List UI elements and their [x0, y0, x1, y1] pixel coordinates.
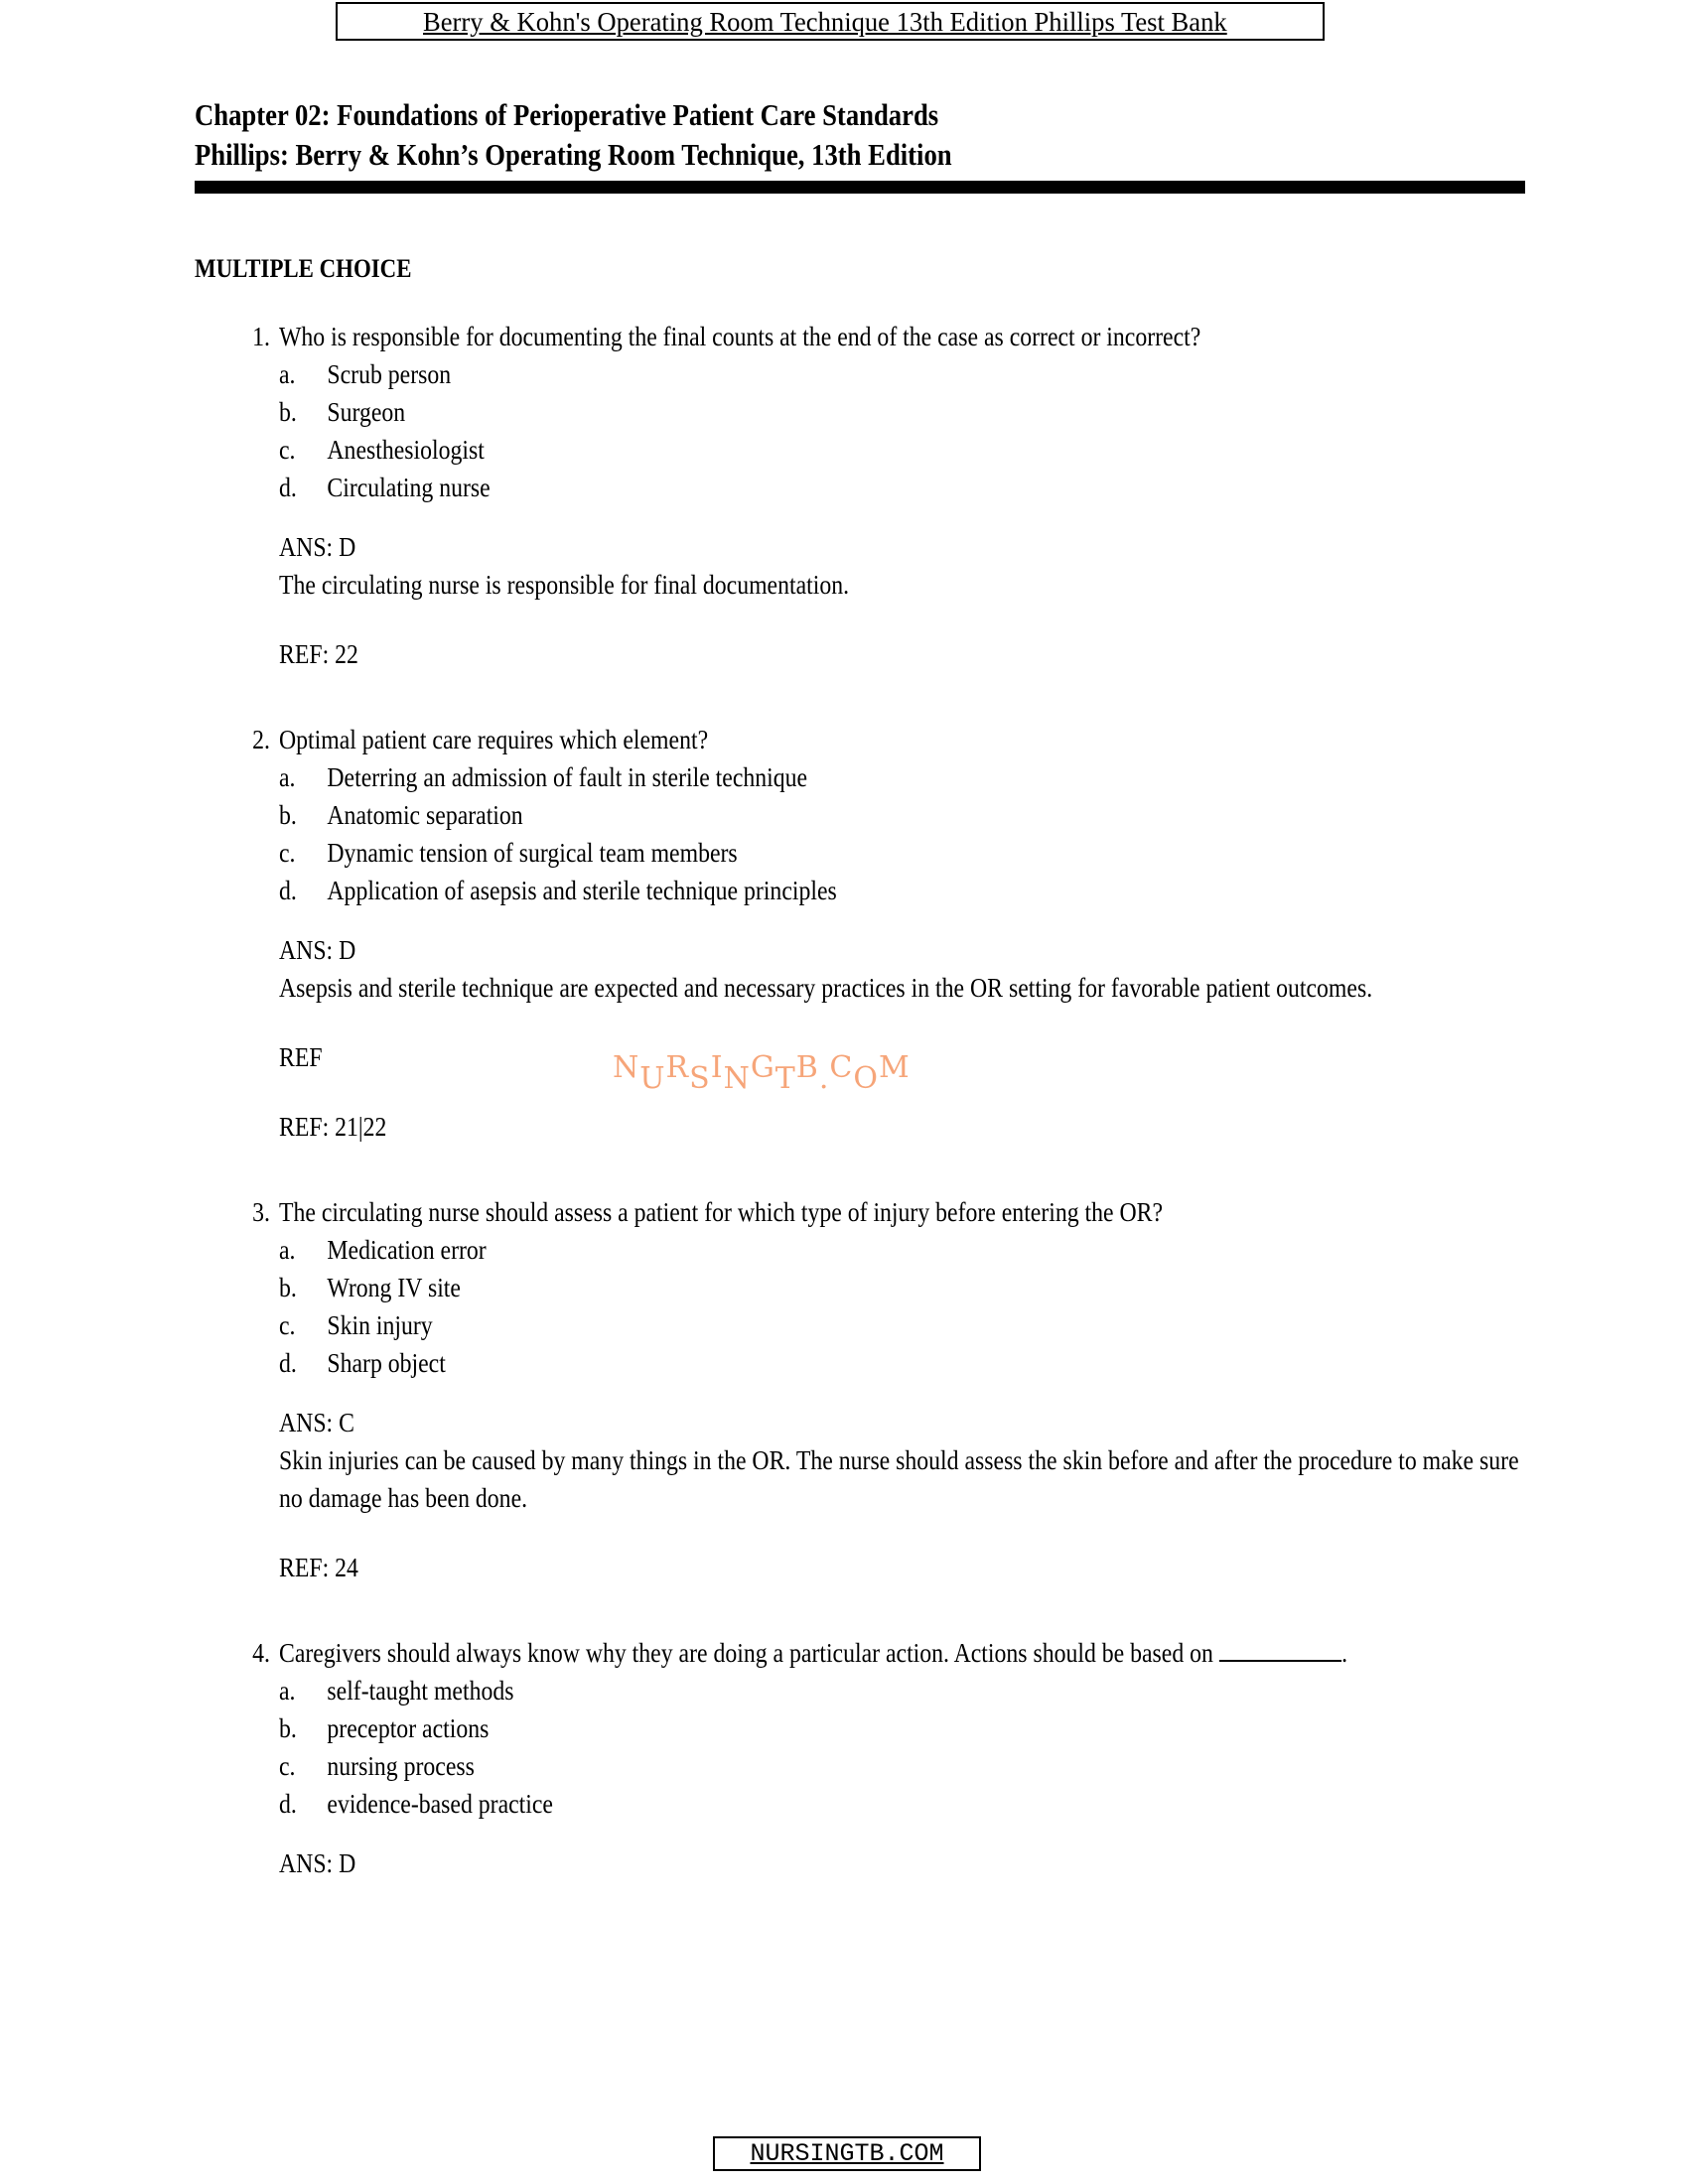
option-letter: d.	[279, 1789, 297, 1819]
question-item	[195, 1634, 1545, 1882]
watermark-char: I	[710, 1050, 724, 1085]
option-item[interactable]	[279, 1306, 1593, 1344]
question-text: Optimal patient care requires which element?	[279, 725, 709, 754]
option-label: Sharp object	[327, 1348, 446, 1378]
question-spacer	[195, 1146, 1545, 1193]
option-item[interactable]	[279, 1709, 1593, 1747]
option-letter: a.	[279, 762, 296, 792]
question-text-before-blank: Caregivers should always know why they are doing a particular action. Actions should be based on	[279, 1638, 1219, 1668]
question-spacer	[195, 1586, 1545, 1634]
option-label: Scrub person	[327, 359, 452, 389]
question-number: 3.	[252, 1197, 270, 1227]
option-label: self-taught methods	[327, 1676, 514, 1706]
option-list	[195, 1231, 1545, 1382]
option-item[interactable]	[279, 834, 1593, 872]
question-header	[195, 1634, 1545, 1672]
footer-site-stamp	[713, 2136, 981, 2171]
chapter-title-line: Chapter 02: Foundations of Perioperative Patient Care Standards	[195, 97, 939, 132]
question-item	[195, 1193, 1545, 1586]
answer-line: ANS: C	[279, 1408, 354, 1437]
option-letter: b.	[279, 1713, 297, 1743]
option-label: Circulating nurse	[327, 473, 491, 502]
question-number: 1.	[252, 322, 270, 351]
watermark-char: N	[723, 1061, 751, 1096]
option-label: Application of asepsis and sterile technique principles	[327, 876, 837, 905]
question-list	[195, 318, 1545, 1882]
option-letter: d.	[279, 876, 297, 905]
option-list	[195, 758, 1545, 909]
option-letter: c.	[279, 435, 296, 465]
option-item[interactable]	[279, 431, 1593, 469]
question-text-after-blank: .	[1341, 1638, 1348, 1668]
header-source-stamp	[336, 2, 1325, 41]
heading-divider-rule	[195, 181, 1525, 194]
watermark-char: M	[878, 1050, 911, 1085]
option-item[interactable]	[279, 1672, 1593, 1709]
option-item[interactable]	[279, 1269, 1593, 1306]
watermark-char: O	[853, 1061, 879, 1096]
option-label: nursing process	[327, 1751, 475, 1781]
question-header	[195, 1193, 1545, 1231]
watermark-char: B	[795, 1050, 819, 1085]
option-item[interactable]	[279, 1785, 1593, 1823]
option-list	[195, 1672, 1545, 1823]
reference-line: REF: 21|22	[279, 1112, 387, 1142]
question-text: The circulating nurse should assess a patient for which type of injury before entering the OR?	[279, 1197, 1164, 1227]
option-letter: c.	[279, 838, 296, 868]
question-number: 2.	[252, 725, 270, 754]
option-label: Skin injury	[327, 1310, 433, 1340]
answer-block	[195, 931, 1545, 1146]
answer-explanation: Asepsis and sterile technique are expected and necessary practices in the OR setting for favorable patient outcomes.	[279, 973, 1373, 1003]
option-letter: a.	[279, 1235, 296, 1265]
option-letter: b.	[279, 800, 297, 830]
answer-block	[195, 528, 1545, 673]
header-source-stamp-text: Berry & Kohn's Operating Room Technique 13th Edition Phillips Test Bank	[422, 7, 1227, 37]
option-letter: a.	[279, 359, 296, 389]
watermark-char: .	[818, 1061, 830, 1096]
option-item[interactable]	[279, 1344, 1593, 1382]
reference-label: REF	[279, 1042, 323, 1072]
option-letter: c.	[279, 1751, 296, 1781]
question-number: 4.	[252, 1638, 270, 1668]
option-label: Dynamic tension of surgical team members	[327, 838, 738, 868]
question-text: Who is responsible for documenting the final counts at the end of the case as correct or incorrect?	[279, 322, 1201, 351]
question-item	[195, 318, 1545, 673]
watermark-char: G	[750, 1050, 775, 1085]
reference-line: REF: 22	[279, 639, 358, 669]
option-label: Anesthesiologist	[327, 435, 485, 465]
option-item[interactable]	[279, 393, 1593, 431]
question-text	[279, 1634, 1545, 1672]
answer-block	[195, 1844, 1545, 1882]
option-item[interactable]	[279, 1231, 1593, 1269]
option-letter: d.	[279, 473, 297, 502]
option-item[interactable]	[279, 758, 1593, 796]
watermark-char: C	[829, 1050, 854, 1085]
answer-explanation: Skin injuries can be caused by many things in the OR. The nurse should assess the skin before and after the procedure to make sure no damage has been done.	[279, 1445, 1519, 1513]
option-letter: c.	[279, 1310, 296, 1340]
chapter-heading	[195, 95, 1525, 175]
watermark-char: N	[613, 1050, 640, 1085]
answer-line: ANS: D	[279, 935, 356, 965]
option-item[interactable]	[279, 1747, 1593, 1785]
question-header	[195, 318, 1545, 355]
option-item[interactable]	[279, 796, 1593, 834]
reference-line: REF: 24	[279, 1553, 358, 1582]
answer-line: ANS: D	[279, 1848, 356, 1878]
option-item[interactable]	[279, 469, 1593, 506]
watermark-char: T	[774, 1061, 796, 1096]
fill-in-blank	[1219, 1638, 1341, 1662]
watermark-char: U	[639, 1061, 666, 1096]
option-label: Deterring an admission of fault in sterile technique	[327, 762, 808, 792]
option-label: preceptor actions	[327, 1713, 490, 1743]
chapter-subtitle-line: Phillips: Berry & Kohn’s Operating Room Technique, 13th Edition	[195, 137, 952, 172]
option-label: Wrong IV site	[327, 1273, 461, 1302]
question-item	[195, 721, 1545, 1146]
option-item[interactable]	[279, 872, 1593, 909]
option-label: Anatomic separation	[327, 800, 523, 830]
question-header	[195, 721, 1545, 758]
answer-line: ANS: D	[279, 532, 356, 562]
question-spacer	[195, 673, 1545, 721]
option-letter: b.	[279, 1273, 297, 1302]
answer-block	[195, 1404, 1545, 1586]
watermark-char: R	[665, 1050, 690, 1085]
option-label: evidence-based practice	[327, 1789, 553, 1819]
option-list	[195, 355, 1545, 506]
option-label: Surgeon	[327, 397, 406, 427]
section-title-multiple-choice: MULTIPLE CHOICE	[195, 254, 412, 283]
answer-explanation: The circulating nurse is responsible for final documentation.	[279, 570, 850, 600]
option-item[interactable]	[279, 355, 1593, 393]
option-letter: d.	[279, 1348, 297, 1378]
option-label: Medication error	[327, 1235, 487, 1265]
footer-site-stamp-text: NURSINGTB.COM	[750, 2139, 944, 2168]
option-letter: a.	[279, 1676, 296, 1706]
watermark-char: S	[689, 1061, 711, 1096]
option-letter: b.	[279, 397, 297, 427]
